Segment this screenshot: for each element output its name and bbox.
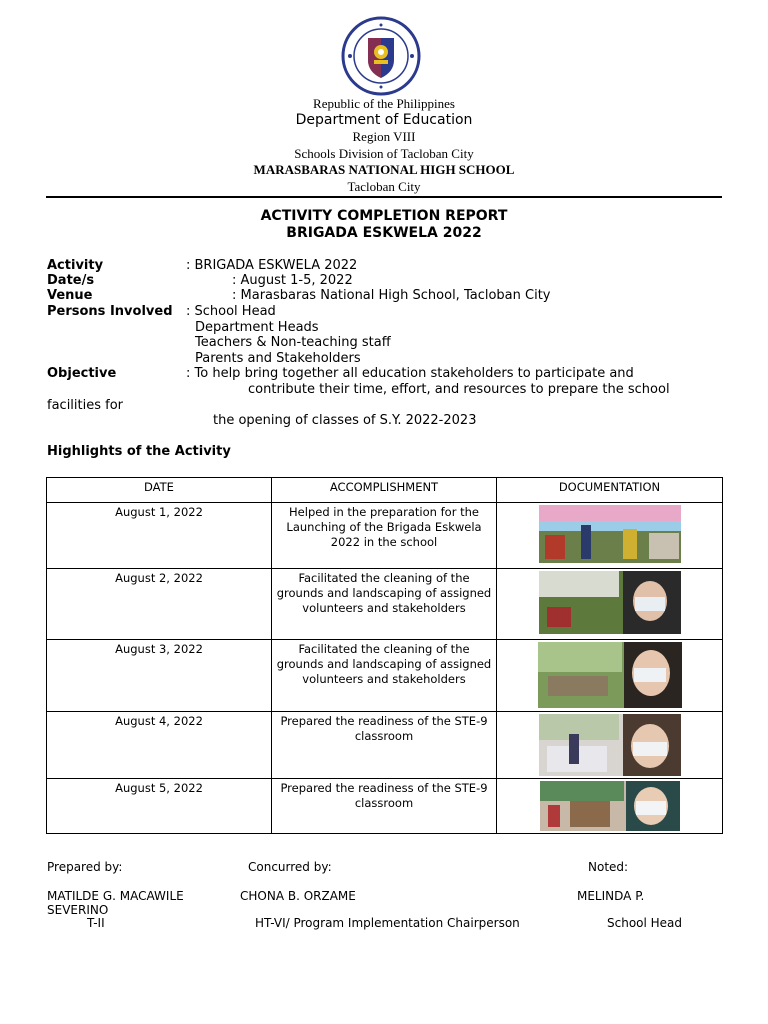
column-header: ACCOMPLISHMENT: [272, 478, 497, 503]
concurred-title: HT-VI/ Program Implementation Chairperson: [255, 916, 520, 930]
prepared-by-label: Prepared by:: [47, 860, 123, 874]
dates-label: Date/s: [47, 273, 95, 288]
objective-line: the opening of classes of S.Y. 2022-2023: [213, 413, 477, 428]
documentation-photo: [539, 714, 681, 776]
persons-item: Parents and Stakeholders: [195, 351, 361, 366]
date-cell: August 4, 2022: [47, 712, 272, 779]
accomplishment-cell: Prepared the readiness of the STE-9 classroom: [272, 779, 497, 834]
accomplishment-cell: Helped in the preparation for the Launching of the Brigada Eskwela 2022 in the school: [272, 503, 497, 569]
column-header: DATE: [47, 478, 272, 503]
date-cell: August 3, 2022: [47, 640, 272, 712]
prepared-title: T-II: [87, 916, 105, 930]
concurred-name: CHONA B. ORZAME: [240, 889, 356, 903]
documentation-photo: [539, 571, 681, 634]
objective-line: : To help bring together all education stakeholders to participate and: [186, 366, 634, 381]
documentation-photo: [539, 505, 681, 563]
prepared-name-cont: SEVERINO: [47, 903, 109, 917]
header-school: MARASBARAS NATIONAL HIGH SCHOOL: [253, 162, 515, 177]
documentation-photo: [540, 781, 680, 831]
venue-value: : Marasbaras National High School, Tacloban City: [232, 288, 551, 303]
report-subtitle: BRIGADA ESKWELA 2022: [286, 225, 482, 241]
table-row: [47, 569, 723, 640]
persons-item: : School Head: [186, 304, 276, 319]
report-title: ACTIVITY COMPLETION REPORT: [260, 208, 508, 224]
documentation-cell: [497, 503, 723, 569]
documentation-cell: [497, 569, 723, 640]
table-header-row: [47, 478, 723, 503]
date-cell: August 2, 2022: [47, 569, 272, 640]
header-republic: Republic of the Philippines: [313, 96, 455, 111]
deped-seal-logo: [338, 16, 424, 96]
noted-label: Noted:: [588, 860, 629, 874]
concurred-by-label: Concurred by:: [248, 860, 332, 874]
documentation-photo: [538, 642, 682, 708]
persons-label: Persons Involved: [47, 304, 173, 319]
table-row: [47, 503, 723, 569]
persons-item: Department Heads: [195, 320, 319, 335]
date-cell: August 1, 2022: [47, 503, 272, 569]
objective-label: Objective: [47, 366, 117, 381]
date-cell: August 5, 2022: [47, 779, 272, 834]
header-city: Tacloban City: [347, 179, 421, 194]
documentation-cell: [497, 640, 723, 712]
documentation-cell: [497, 779, 723, 834]
prepared-name: MATILDE G. MACAWILE: [47, 889, 184, 903]
noted-title: School Head: [607, 916, 683, 930]
column-header: DOCUMENTATION: [497, 478, 723, 503]
accomplishment-cell: Facilitated the cleaning of the grounds and landscaping of assigned volunteers and stakeholders: [272, 569, 497, 640]
header-region: Region VIII: [352, 129, 416, 144]
venue-label: Venue: [47, 288, 93, 303]
highlights-table: [46, 477, 723, 834]
objective-line: facilities for: [47, 398, 124, 413]
objective-line: contribute their time, effort, and resources to prepare the school: [248, 382, 670, 397]
highlights-heading: Highlights of the Activity: [47, 444, 231, 459]
table-row: [47, 779, 723, 834]
header-divider: [46, 196, 722, 198]
header-department: Department of Education: [295, 112, 473, 128]
table-row: [47, 712, 723, 779]
documentation-cell: [497, 712, 723, 779]
table-row: [47, 640, 723, 712]
noted-name: MELINDA P.: [577, 889, 645, 903]
dates-value: : August 1-5, 2022: [232, 273, 353, 288]
persons-item: Teachers & Non-teaching staff: [195, 335, 391, 350]
accomplishment-cell: Facilitated the cleaning of the grounds and landscaping of assigned volunteers and stakeholders: [272, 640, 497, 712]
activity-label: Activity: [47, 258, 104, 273]
header-division: Schools Division of Tacloban City: [294, 146, 474, 161]
accomplishment-cell: Prepared the readiness of the STE-9 classroom: [272, 712, 497, 779]
activity-value: : BRIGADA ESKWELA 2022: [186, 258, 358, 273]
